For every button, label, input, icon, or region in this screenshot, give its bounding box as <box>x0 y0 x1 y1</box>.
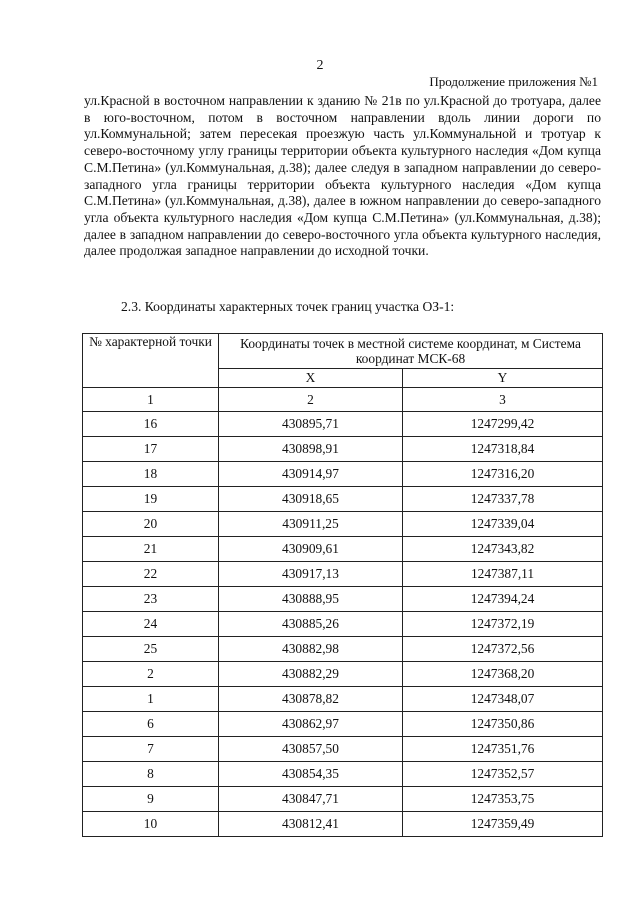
appendix-continuation-note: Продолжение приложения №1 <box>429 74 598 89</box>
table-row <box>83 562 603 587</box>
y-coordinate-cell: 1247318,84 <box>403 437 603 462</box>
x-coordinate-cell: 430882,29 <box>219 662 403 687</box>
point-number-cell: 10 <box>83 812 219 837</box>
table-row <box>83 687 603 712</box>
x-coordinate-cell: 430862,97 <box>219 712 403 737</box>
y-coordinate-cell: 1247299,42 <box>403 412 603 437</box>
y-coordinate-cell: 1247359,49 <box>403 812 603 837</box>
x-coordinate-cell: 430882,98 <box>219 637 403 662</box>
point-number-cell: 6 <box>83 712 219 737</box>
y-coordinate-cell: 1247372,19 <box>403 612 603 637</box>
x-coordinate-cell: 430911,25 <box>219 512 403 537</box>
y-coordinate-cell: 1247343,82 <box>403 537 603 562</box>
table-row <box>83 662 603 687</box>
point-number-cell: 9 <box>83 787 219 812</box>
section-heading: 2.3. Координаты характерных точек границ участка ОЗ-1: <box>121 299 455 314</box>
point-number-cell: 20 <box>83 512 219 537</box>
point-number-cell: 19 <box>83 487 219 512</box>
x-coordinate-cell: 430878,82 <box>219 687 403 712</box>
y-coordinate-cell: 1247394,24 <box>403 587 603 612</box>
table-row <box>83 587 603 612</box>
x-coordinate-cell: 430917,13 <box>219 562 403 587</box>
table-row <box>83 412 603 437</box>
x-coordinate-cell: 430914,97 <box>219 462 403 487</box>
table-row <box>83 787 603 812</box>
y-coordinate-cell: 1247353,75 <box>403 787 603 812</box>
point-number-cell: 24 <box>83 612 219 637</box>
point-number-cell: 25 <box>83 637 219 662</box>
point-number-cell: 1 <box>83 687 219 712</box>
coordinates-table-body <box>83 412 603 837</box>
column-number-2: 2 <box>219 388 403 412</box>
x-coordinate-cell: 430847,71 <box>219 787 403 812</box>
y-coordinate-cell: 1247387,11 <box>403 562 603 587</box>
point-number-cell: 21 <box>83 537 219 562</box>
y-coordinate-cell: 1247350,86 <box>403 712 603 737</box>
point-number-cell: 16 <box>83 412 219 437</box>
table-row <box>83 712 603 737</box>
y-coordinate-cell: 1247337,78 <box>403 487 603 512</box>
column-number-1: 1 <box>83 388 219 412</box>
x-coordinate-cell: 430885,26 <box>219 612 403 637</box>
point-number-cell: 22 <box>83 562 219 587</box>
coordinates-table <box>82 333 603 837</box>
header-coordinates: Координаты точек в местной системе координат, м Система координат МСК-68 <box>219 334 603 369</box>
point-number-cell: 7 <box>83 737 219 762</box>
column-numbering-row <box>83 388 603 412</box>
point-number-cell: 23 <box>83 587 219 612</box>
table-row <box>83 487 603 512</box>
header-point-number: № характерной точки <box>83 334 219 388</box>
y-coordinate-cell: 1247372,56 <box>403 637 603 662</box>
x-coordinate-cell: 430895,71 <box>219 412 403 437</box>
table-row <box>83 537 603 562</box>
x-coordinate-cell: 430812,41 <box>219 812 403 837</box>
page-number: 2 <box>316 58 324 73</box>
x-coordinate-cell: 430857,50 <box>219 737 403 762</box>
x-coordinate-cell: 430918,65 <box>219 487 403 512</box>
table-row <box>83 612 603 637</box>
point-number-cell: 2 <box>83 662 219 687</box>
table-row <box>83 812 603 837</box>
table-row <box>83 437 603 462</box>
point-number-cell: 8 <box>83 762 219 787</box>
x-coordinate-cell: 430888,95 <box>219 587 403 612</box>
y-coordinate-cell: 1247339,04 <box>403 512 603 537</box>
y-coordinate-cell: 1247368,20 <box>403 662 603 687</box>
table-row <box>83 762 603 787</box>
point-number-cell: 18 <box>83 462 219 487</box>
header-y: Y <box>403 369 603 388</box>
x-coordinate-cell: 430854,35 <box>219 762 403 787</box>
table-row <box>83 462 603 487</box>
column-number-3: 3 <box>403 388 603 412</box>
table-row <box>83 737 603 762</box>
y-coordinate-cell: 1247352,57 <box>403 762 603 787</box>
table-row <box>83 512 603 537</box>
y-coordinate-cell: 1247316,20 <box>403 462 603 487</box>
x-coordinate-cell: 430898,91 <box>219 437 403 462</box>
table-row <box>83 637 603 662</box>
x-coordinate-cell: 430909,61 <box>219 537 403 562</box>
y-coordinate-cell: 1247351,76 <box>403 737 603 762</box>
boundary-description-paragraph: ул.Красной в восточном направлении к зданию № 21в по ул.Красной до тротуара, далее в юго-восточном, потом в восточном направлении вдоль линии дороги по ул.Коммунальной; затем пересекая проезжую часть ул.Коммунальной и тротуар к северо-восточному углу границы территории объекта культурного наследия «Дом купца С.М.Петина» (ул.Коммунальная, д.38); далее следуя в западном направлении до северо-западного угла границы территории объекта культурного наследия «Дом купца С.М.Петина» (ул.Коммунальная, д.38), далее в южном направлении до северо-западного угла объекта культурного наследия «Дом купца С.М.Петина» (ул.Коммунальная, д.38); далее в западном направлении до северо-восточного угла объекта культурного наследия, далее продолжая западное направлении до исходной точки. <box>84 93 601 259</box>
point-number-cell: 17 <box>83 437 219 462</box>
header-x: X <box>219 369 403 388</box>
y-coordinate-cell: 1247348,07 <box>403 687 603 712</box>
